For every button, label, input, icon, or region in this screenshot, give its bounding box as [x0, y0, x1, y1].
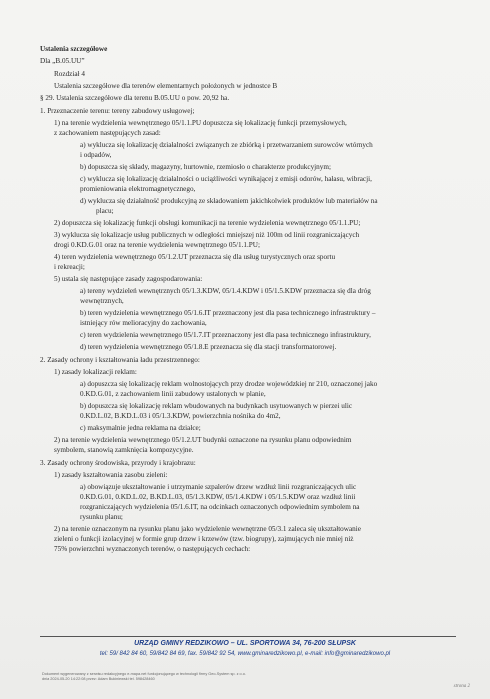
section-heading: Ustalenia szczegółowe — [40, 45, 108, 53]
page-number: strona 2 — [453, 684, 470, 689]
text-line: 5) ustala się następujące zasady zagospodarowania: — [54, 275, 203, 283]
text-line: 3. Zasady ochrony środowiska, przyrody i krajobrazu: — [40, 459, 196, 467]
text-line: i rekreacji; — [54, 263, 85, 271]
footer-office-address: URZĄD GMINY REDZIKOWO – UL. SPORTOWA 34, 76-200 SŁUPSK — [134, 640, 356, 647]
text-line: c) teren wydzielenia wewnętrznego 05/1.7.IT przeznaczony jest dla pasa technicznego infrastruktury, — [80, 331, 371, 339]
text-line: 1) na terenie wydzielenia wewnętrznego 05/1.1.PU dopuszcza się lokalizację funkcji przemysłowych, — [54, 119, 347, 127]
text-line: a) tereny wydzieleń wewnętrznych 05/1.3.KDW, 05/1.4.KDW i 05/1.5.KDW przeznacza się dla dróg — [80, 287, 371, 295]
text-line: 0.KD.G.01, 0.KD.L.02, B.KD.L.03, 05/1.3.KDW, 05/1.4.KDW i 05/1.5.KDW oraz wzdłuż linii — [80, 493, 356, 501]
text-line: c) wyklucza się lokalizację działalności o uciążliwości wynikającej z emisji odorów, hałasu, wibracji, — [80, 175, 372, 183]
text-line: 2) na terenie oznaczonym na rysunku planu jako wydzielenie wewnętrzne 05/3.1 zaleca się ukształtowanie — [54, 525, 361, 533]
text-line: istniejący rów melioracyjny do zachowania, — [80, 319, 207, 327]
text-line: z zachowaniem następujących zasad: — [54, 129, 161, 137]
text-line: promieniowania elektromagnetycznego, — [80, 185, 196, 193]
text-line: d) teren wydzielenia wewnętrznego 05/1.8.E przeznacza się dla stacji transformatorowej. — [80, 343, 337, 351]
text-line: a) dopuszcza się lokalizację reklam wolnostojących przy drodze wojewódzkiej nr 210, oznaczonej jako — [80, 380, 378, 388]
text-line: symbolem, stanowią zamknięcia kompozycyjne. — [54, 446, 194, 454]
text-line: zieleni o funkcji izolacyjnej w formie grup drzew i krzewów (tzw. biogrupy), zajmujących nie mniej niż — [54, 535, 354, 543]
footer-generated-date: dnia 2024-05-20 14:22:08 przez: Adam Bukiniewski tel. 598428460 — [42, 677, 155, 681]
text-line: d) wyklucza się działalność produkcyjną ze składowaniem jakichkolwiek produktów lub materiałów na — [80, 197, 378, 205]
text-line: Ustalenia szczegółowe dla terenów elementarnych położonych w jednostce B — [54, 82, 278, 90]
footer-generated-note: Dokument wygenerowany z serwisu redakcyjnego e-mapa.net funkcjonującego w technologii firmy Geo-System sp. z o.o. — [42, 672, 246, 676]
text-line: b) teren wydzielenia wewnętrznego 05/1.6.IT przeznaczony jest dla pasa technicznego infrastruktury – — [80, 309, 376, 317]
text-line: a) wyklucza się lokalizację działalności związanych ze zbiórką i przetwarzaniem surowców wtórnych — [80, 141, 373, 149]
text-line: rysunku planu; — [80, 513, 123, 521]
footer-contact-info: tel: 59/ 842 84 60, 59/842 84 69, fax. 59/842 92 54, www.gminaredzikowo.pl, e-mail: info@gminaredzikowo.pl — [99, 651, 391, 657]
text-line: b) dopuszcza się składy, magazyny, hurtownie, rzemiosło o charakterze produkcyjnym; — [80, 163, 331, 171]
text-line: b) dopuszcza się lokalizację reklam wbudowanych na budynkach usytuowanych w pierzei ulic — [80, 402, 353, 410]
text-line: Dla „B.05.UU” — [40, 57, 85, 65]
text-line: wewnętrznych, — [80, 297, 124, 305]
text-line: 1) zasady lokalizacji reklam: — [54, 368, 137, 376]
text-line: 75% powierzchni wyznaczonych terenów, o następujących cechach: — [54, 545, 251, 553]
text-line: 2) na terenie wydzielenia wewnętrznego 05/1.2.UT budynki oznaczone na rysunku planu odpowiednim — [54, 436, 352, 444]
text-line: 0.KD.G.01, z zachowaniem linii zabudowy ustalonych w planie, — [80, 390, 266, 398]
text-line: placu; — [96, 207, 114, 215]
text-line: 2. Zasady ochrony i kształtowania ładu przestrzennego: — [40, 356, 200, 364]
text-line: a) obowiązuje ukształtowanie i utrzymanie szpalerów drzew wzdłuż linii rozgraniczających ulic — [80, 483, 357, 491]
text-line: rozgraniczających wydzielenia 05/1.6.IT, na odcinkach oznaczonych odpowiednim symbolem na — [80, 503, 360, 511]
text-line: 4) teren wydzielenia wewnętrznego 05/1.2.UT przeznacza się dla usług turystycznych oraz sportu — [54, 253, 336, 261]
text-line: 1) zasady kształtowania zasobu zieleni: — [54, 471, 168, 479]
text-line: 2) dopuszcza się lokalizację funkcji obsługi komunikacji na terenie wydzielenia wewnętrznego 05/1.1.PU; — [54, 219, 361, 227]
footer-divider — [40, 636, 456, 637]
text-line: Rozdział 4 — [54, 70, 85, 78]
text-line: c) maksymalnie jedna reklama na działce; — [80, 424, 201, 432]
text-line: 3) wyklucza się lokalizacje usług publicznych w odległości mniejszej niż 100m od linii rozgraniczających — [54, 231, 360, 239]
text-line: 0.KD.L.02, B.KD.L.03 i 05/1.3.KDW, powierzchnia nośnika do 4m2, — [80, 412, 281, 420]
text-line: § 29. Ustalenia szczegółowe dla terenu B.05.UU o pow. 20,92 ha. — [40, 94, 230, 102]
text-line: drogi 0.KD.G.01 oraz na terenie wydzielenia wewnętrznego 05/1.1.PU; — [54, 241, 260, 249]
text-line: i odpadów, — [80, 151, 112, 159]
text-line: 1. Przeznaczenie terenu: tereny zabudowy usługowej; — [40, 107, 195, 115]
